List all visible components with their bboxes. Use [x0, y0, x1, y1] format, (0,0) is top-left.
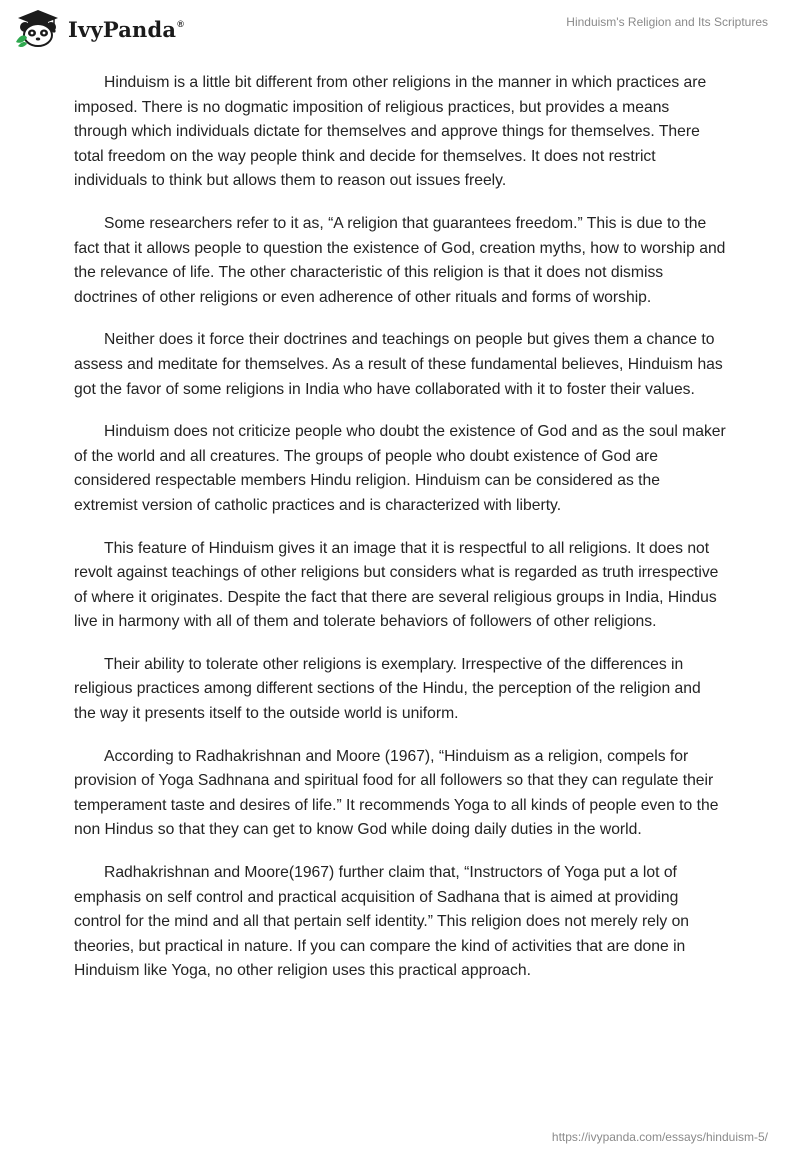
- paragraph-7: According to Radhakrishnan and Moore (1967), “Hinduism as a religion, compels for provision of Yoga Sadhnana and spiritual food for all followers so that they can regulate their temperament taste and desires of life.” It recommends Yoga to all kinds of people even to the non Hindus so that they can get to know God while doing daily duties in the world.: [74, 747, 719, 839]
- panda-mascot-icon: [14, 8, 62, 48]
- registered-mark: ®: [177, 18, 185, 29]
- ivypanda-logo[interactable]: [14, 8, 184, 48]
- paragraph-1: Hinduism is a little bit different from other religions in the manner in which practices are imposed. There is no dogmatic imposition of religious practices, but provides a means through which individuals dictate for themselves and approve things for themselves. There total freedom on the way people think and decide for themselves. It does not restrict individuals to think but allows them to reason out issues freely.: [74, 74, 707, 190]
- paragraph-6: Their ability to tolerate other religions is exemplary. Irrespective of the differences in religious practices among different sections of the Hindu, the perception of the religion and the way it presents itself to the outside world is uniform.: [74, 655, 701, 723]
- paragraph-5: This feature of Hinduism gives it an image that it is respectful to all religions. It does not revolt against teachings of other religions but considers what is regarded as truth irrespective of where it originates. Despite the fact that there are several religious groups in India, Hindus live in harmony with all of them and tolerate behaviors of followers of other religions.: [74, 539, 719, 631]
- logo-text: IvyPanda: [68, 16, 177, 42]
- paragraph-8: Radhakrishnan and Moore(1967) further claim that, “Instructors of Yoga put a lot of emphasis on self control and practical acquisition of Sadhana that is aimed at providing control for the mind and all that pertain self identity.” This religion does not merely rely on theories, but practical in nature. If you can compare the kind of activities that are done in Hinduism like Yoga, no other religion uses this practical approach.: [74, 864, 690, 980]
- source-url-link[interactable]: https://ivypanda.com/essays/hinduism-5/: [551, 1130, 768, 1144]
- paragraph-4: Hinduism does not criticize people who doubt the existence of God and as the soul maker of the world and all creatures. The groups of people who doubt existence of God are considered respectable members Hindu religion. Hinduism can be considered as the extremist version of catholic practices and is characterized with liberty.: [74, 423, 726, 514]
- essay-body: [74, 71, 726, 1002]
- page-header: [0, 0, 800, 60]
- paragraph-3: Neither does it force their doctrines and teachings on people but gives them a chance to assess and meditate for themselves. As a result of these fundamental believes, Hinduism has got the favor of some religions in India who have collaborated with it to foster their values.: [74, 331, 723, 398]
- logo-wordmark: [68, 17, 184, 42]
- document-title: Hinduism's Religion and Its Scriptures: [566, 15, 768, 29]
- paragraph-2: Some researchers refer to it as, “A religion that guarantees freedom.” This is due to the fact that it allows people to question the existence of God, creation myths, how to worship and the relevance of life. The other characteristic of this religion is that it does not dismiss doctrines of other religions or even adherence of other rituals and forms of worship.: [74, 214, 726, 306]
